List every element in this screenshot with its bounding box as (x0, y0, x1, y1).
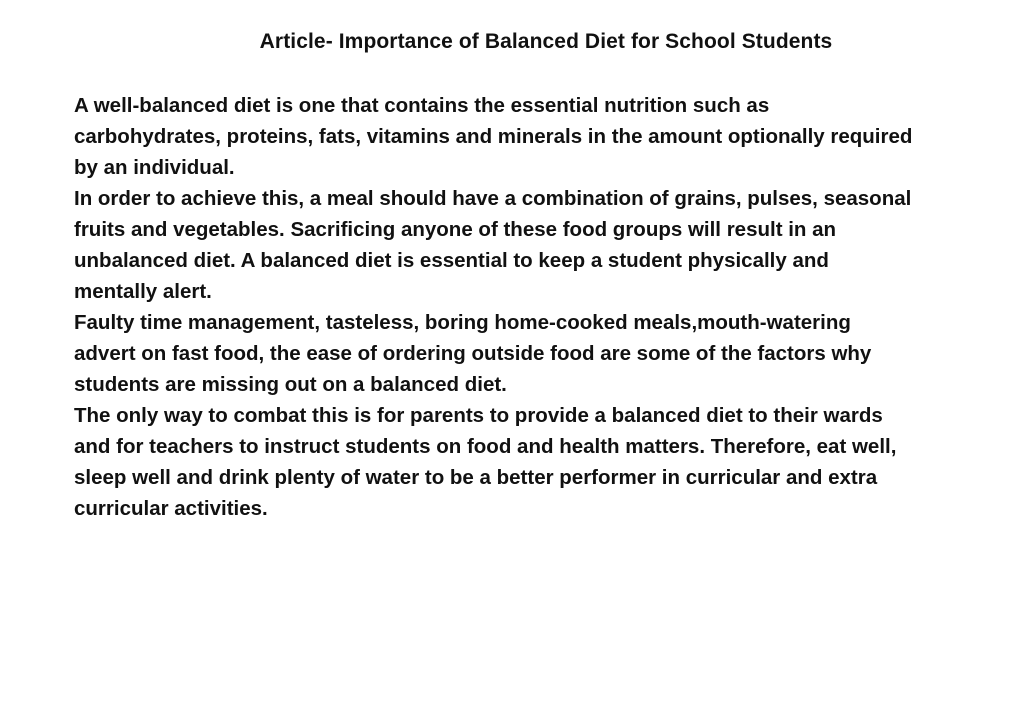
article-title: Article- Importance of Balanced Diet for School Students (259, 30, 833, 53)
paragraph-factors: Faulty time management, tasteless, boring home-cooked meals,mouth-watering advert on fast food, the ease of ordering outside food are some of the factors why students are missing out on a balanced diet. (74, 311, 872, 396)
paragraph-food-groups: In order to achieve this, a meal should have a combination of grains, pulses, seasonal fruits and vegetables. Sacrificing anyone of these food groups will result in an unbalanced diet. A balanced diet is essential to keep a student physically and mentally alert. (74, 187, 912, 303)
article-body (74, 90, 1019, 524)
article-title-container (0, 30, 1024, 54)
paragraph-definition: A well-balanced diet is one that contains the essential nutrition such as carbohydrates, proteins, fats, vitamins and minerals in the amount optionally required by an individual. (74, 94, 913, 179)
paragraph-conclusion: The only way to combat this is for parents to provide a balanced diet to their wards and for teachers to instruct students on food and health matters. Therefore, eat well, sleep well and drink plenty of water to be a better performer in curricular and extra curricular activities. (74, 404, 897, 520)
